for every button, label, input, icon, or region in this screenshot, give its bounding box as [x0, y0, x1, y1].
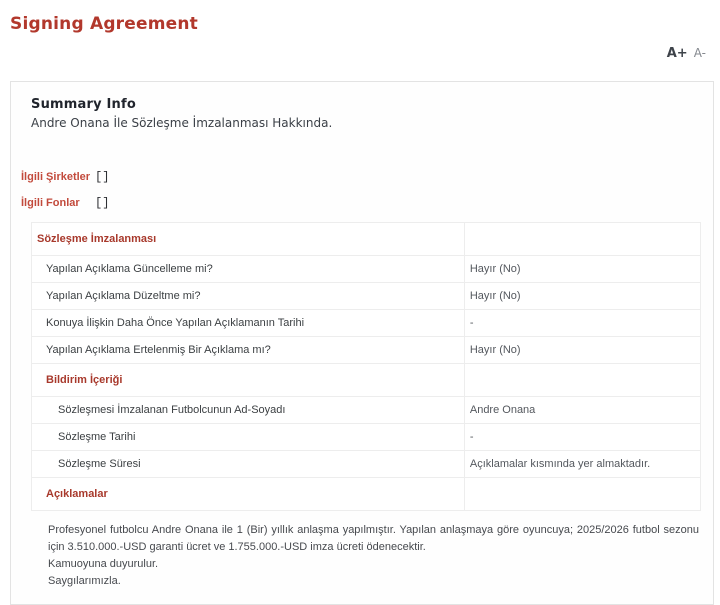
page-title: Signing Agreement	[10, 14, 199, 34]
table-row	[32, 424, 700, 451]
font-size-controls	[10, 44, 714, 62]
row-value: -	[469, 317, 474, 329]
table-section-row	[32, 364, 700, 397]
row-value: Açıklamalar kısmında yer almaktadır.	[469, 458, 651, 470]
table-section-row	[32, 223, 700, 256]
disclosure-card	[10, 81, 714, 605]
related-funds-label: İlgili Fonlar	[21, 197, 80, 209]
related-companies-row	[21, 170, 701, 184]
related-companies-label: İlgili Şirketler	[21, 171, 91, 183]
disclosure-table	[31, 222, 701, 511]
table-row	[32, 337, 700, 364]
row-value: Andre Onana	[469, 404, 536, 416]
row-value	[465, 364, 700, 396]
row-label: Konuya İlişkin Daha Önce Yapılan Açıklamanın Tarihi	[32, 310, 465, 336]
table-section-row	[32, 478, 700, 510]
explanations-text	[48, 522, 699, 590]
row-label: Açıklamalar	[32, 478, 465, 510]
row-label: Yapılan Açıklama Düzeltme mi?	[32, 283, 465, 309]
table-row	[32, 256, 700, 283]
explanation-paragraph: Profesyonel futbolcu Andre Onana ile 1 (Bir) yıllık anlaşma yapılmıştır. Yapılan anlaşmaya göre oyuncuya; 2025/2026 futbol sezonu için 3.510.000.-USD garanti ücret ve 1.755.000.-USD imza ücreti ödenecektir.	[48, 524, 699, 553]
row-value: Hayır (No)	[469, 263, 521, 275]
summary-heading: Summary Info	[31, 97, 136, 112]
related-section	[21, 170, 701, 210]
row-label: Yapılan Açıklama Ertelenmiş Bir Açıklama mı?	[32, 337, 465, 363]
font-increase-button[interactable]: A+	[666, 46, 688, 61]
row-label: Yapılan Açıklama Güncelleme mi?	[32, 256, 465, 282]
table-row	[32, 310, 700, 337]
row-value: Hayır (No)	[469, 290, 521, 302]
table-row	[32, 451, 700, 478]
related-funds-row	[21, 196, 701, 210]
row-value: Hayır (No)	[469, 344, 521, 356]
related-funds-value: []	[95, 196, 110, 210]
public-announcement-line: Kamuoyuna duyurulur.	[48, 558, 159, 570]
row-value: -	[469, 431, 474, 443]
row-value	[465, 478, 700, 510]
regards-line: Saygılarımızla.	[48, 575, 121, 587]
row-label: Sözleşme Tarihi	[32, 424, 465, 450]
row-value	[465, 223, 700, 255]
row-label: Bildirim İçeriği	[32, 364, 465, 396]
row-label: Sözleşme Süresi	[32, 451, 465, 477]
table-row	[32, 397, 700, 424]
summary-subtitle: Andre Onana İle Sözleşme İmzalanması Hakkında.	[31, 116, 333, 130]
row-label: Sözleşme İmzalanması	[32, 223, 465, 255]
row-label: Sözleşmesi İmzalanan Futbolcunun Ad-Soyadı	[32, 397, 465, 423]
table-row	[32, 283, 700, 310]
font-decrease-button[interactable]: A-	[693, 46, 706, 60]
related-companies-value: []	[95, 170, 110, 184]
